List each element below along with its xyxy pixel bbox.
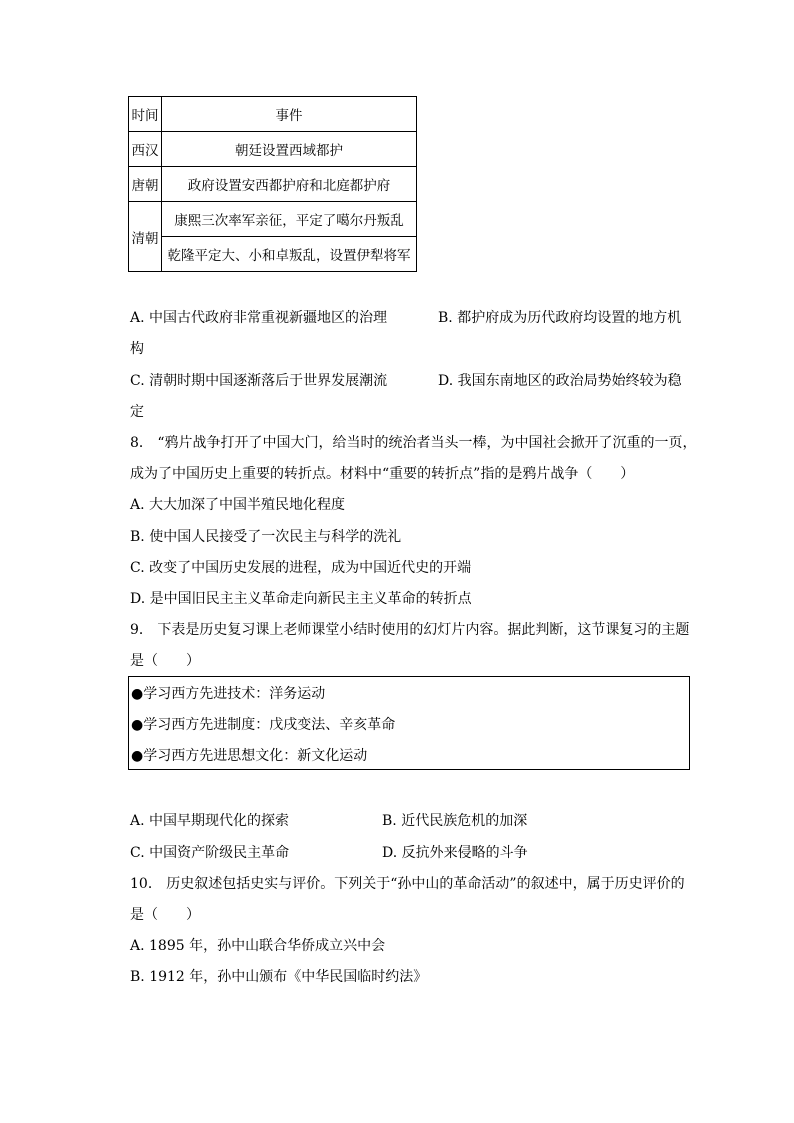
table-row bbox=[129, 237, 417, 272]
q9-option-a: A. 中国早期现代化的探索 bbox=[130, 813, 290, 829]
q7-option-a: A. 中国古代政府非常重视新疆地区的治理 bbox=[130, 310, 388, 326]
q9-option-c: C. 中国资产阶级民主革命 bbox=[130, 845, 290, 861]
q9-stem-line1: 9． 下表是历史复习课上老师课堂小结时使用的幻灯片内容。据此判断，这节课复习的主题 bbox=[130, 622, 690, 638]
q8-option-b: B. 使中国人民接受了一次民主与科学的洗礼 bbox=[130, 529, 402, 545]
table-header-row bbox=[129, 97, 417, 132]
q8-option-a: A. 大大加深了中国半殖民地化程度 bbox=[130, 497, 346, 513]
table-cell-era: 西汉 bbox=[129, 132, 162, 167]
history-events-table bbox=[128, 96, 417, 272]
table-cell-event: 朝廷设置西域都护 bbox=[162, 132, 417, 167]
q10-stem-line1: 10． 历史叙述包括史实与评价。下列关于“孙中山的革命活动”的叙述中，属于历史评价的 bbox=[130, 876, 685, 892]
table-cell-event: 乾隆平定大、小和卓叛乱，设置伊犁将军 bbox=[162, 237, 417, 272]
q7-option-d-wrap: 定 bbox=[130, 404, 144, 420]
table-cell-era: 唐朝 bbox=[129, 167, 162, 202]
table-cell-event: 政府设置安西都护府和北庭都护府 bbox=[162, 167, 417, 202]
q8-stem-line1: 8． “鸦片战争打开了中国大门，给当时的统治者当头一棒，为中国社会掀开了沉重的一页， bbox=[130, 435, 697, 451]
q7-option-d: D. 我国东南地区的政治局势始终较为稳 bbox=[438, 373, 682, 389]
q8-option-c: C. 改变了中国历史发展的进程，成为中国近代史的开端 bbox=[130, 560, 472, 576]
table-header-event: 事件 bbox=[162, 97, 417, 132]
slide-bullet: ●学习西方先进技术：洋务运动 bbox=[131, 686, 326, 702]
table-row bbox=[129, 167, 417, 202]
slide-bullet: ●学习西方先进思想文化：新文化运动 bbox=[131, 748, 368, 764]
q9-stem-line2: 是（ ） bbox=[130, 653, 200, 669]
q7-option-c: C. 清朝时期中国逐渐落后于世界发展潮流 bbox=[130, 373, 388, 389]
q8-stem-line2: 成为了中国历史上重要的转折点。材料中“重要的转折点”指的是鸦片战争（ ） bbox=[130, 466, 635, 482]
table-cell-event: 康熙三次率军亲征，平定了噶尔丹叛乱 bbox=[162, 202, 417, 237]
q9-option-b: B. 近代民族危机的加深 bbox=[382, 813, 528, 829]
q8-option-d: D. 是中国旧民主主义革命走向新民主主义革命的转折点 bbox=[130, 591, 472, 607]
table-row bbox=[129, 132, 417, 167]
slide-bullet: ●学习西方先进制度：戊戌变法、辛亥革命 bbox=[131, 717, 396, 733]
table-cell-era: 清朝 bbox=[129, 202, 162, 272]
table-header-time: 时间 bbox=[129, 97, 162, 132]
q7-option-b: B. 都护府成为历代政府均设置的地方机 bbox=[438, 310, 682, 326]
slide-summary-box bbox=[128, 676, 690, 770]
q10-stem-line2: 是（ ） bbox=[130, 907, 200, 923]
q7-option-b-wrap: 构 bbox=[130, 341, 144, 357]
table-row bbox=[129, 202, 417, 237]
q9-option-d: D. 反抗外来侵略的斗争 bbox=[382, 845, 528, 861]
q10-option-b: B. 1912 年，孙中山颁布《中华民国临时约法》 bbox=[130, 969, 428, 985]
q10-option-a: A. 1895 年，孙中山联合华侨成立兴中会 bbox=[130, 938, 386, 954]
